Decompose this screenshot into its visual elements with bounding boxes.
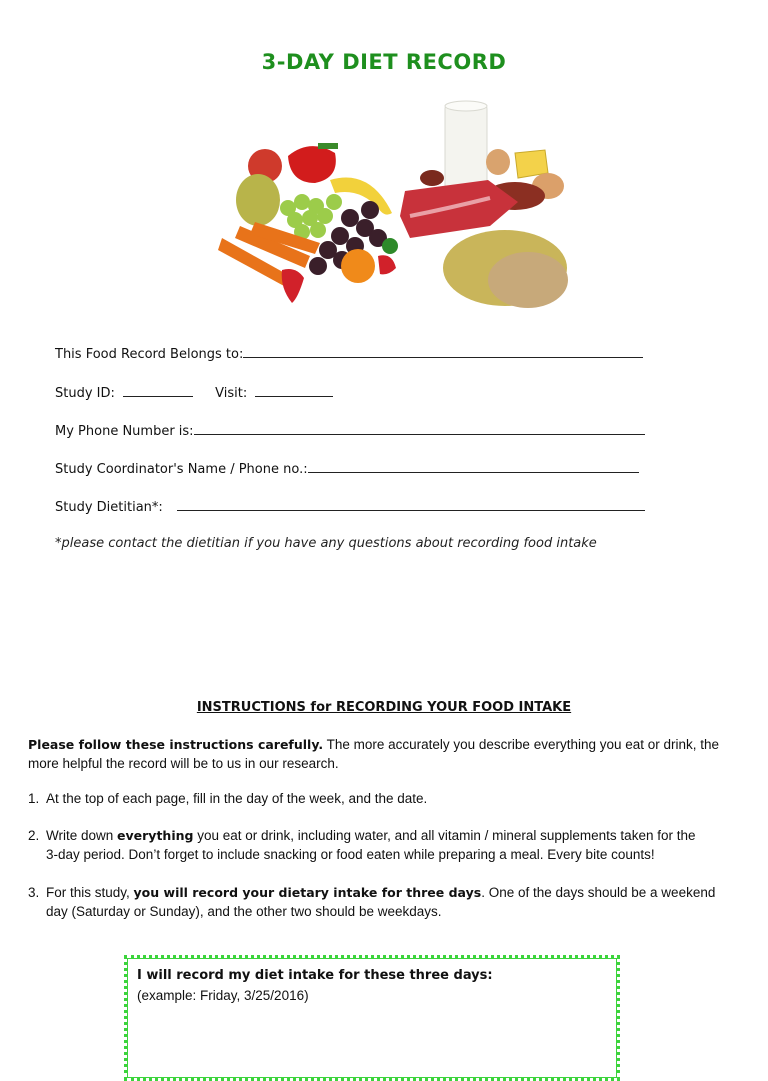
- instruction-item-2: [28, 826, 748, 864]
- belongs-label: This Food Record Belongs to:: [55, 347, 244, 362]
- box-title: I will record my diet intake for these three days:: [137, 968, 493, 983]
- item-2-number: 2.: [28, 828, 40, 843]
- coordinator-line[interactable]: [308, 460, 639, 473]
- coordinator-label: Study Coordinator's Name / Phone no.:: [55, 462, 308, 477]
- item-3-text-c: day (Saturday or Sunday), and the other two should be weekdays.: [46, 904, 442, 919]
- item-3-text-b: . One of the days should be a weekend: [481, 885, 716, 900]
- study-id-line[interactable]: [123, 384, 193, 397]
- intro-text: The more accurately you describe everything you eat or drink, the more helpful the record will be to us in our research.: [28, 737, 720, 771]
- study-id-label: Study ID:: [55, 386, 115, 401]
- item-1-text: At the top of each page, fill in the day of the week, and the date.: [46, 791, 428, 806]
- dietitian-note: *please contact the dietitian if you have any questions about recording food intake: [55, 536, 597, 551]
- intro-bold: Please follow these instructions carefully.: [28, 737, 324, 752]
- dietitian-field[interactable]: [55, 498, 645, 515]
- page-title: 3-DAY DIET RECORD: [261, 50, 507, 74]
- belongs-field[interactable]: [55, 345, 643, 362]
- instruction-item-3: [28, 883, 748, 921]
- item-2-text-c: 3-day period. Don’t forget to include snacking or food eaten while preparing a meal. Every bite counts!: [46, 847, 655, 862]
- phone-line[interactable]: [194, 422, 645, 435]
- dietitian-label: Study Dietitian*:: [55, 500, 163, 515]
- instructions-heading: INSTRUCTIONS for RECORDING YOUR FOOD INTAKE: [196, 700, 572, 715]
- coordinator-field[interactable]: [55, 460, 639, 477]
- visit-label: Visit:: [215, 386, 248, 401]
- item-3-bold: you will record your dietary intake for three days: [133, 885, 482, 900]
- box-example: (example: Friday, 3/25/2016): [137, 988, 309, 1003]
- record-days-box: [124, 955, 620, 1081]
- instructions-intro: [28, 735, 748, 773]
- study-id-field[interactable]: [55, 384, 333, 401]
- belongs-line[interactable]: [243, 345, 643, 358]
- food-photo: [210, 98, 575, 338]
- phone-label: My Phone Number is:: [55, 424, 194, 439]
- item-2-text-a: Write down: [46, 828, 118, 843]
- item-3-text-a: For this study,: [46, 885, 134, 900]
- phone-field[interactable]: [55, 422, 645, 439]
- item-1-number: 1.: [28, 791, 40, 806]
- item-3-number: 3.: [28, 885, 40, 900]
- visit-line[interactable]: [255, 384, 333, 397]
- item-2-text-b: you eat or drink, including water, and all vitamin / mineral supplements taken for the: [193, 828, 696, 843]
- instruction-item-1: [28, 789, 748, 808]
- dietitian-line[interactable]: [177, 498, 645, 511]
- item-2-bold: everything: [117, 828, 194, 843]
